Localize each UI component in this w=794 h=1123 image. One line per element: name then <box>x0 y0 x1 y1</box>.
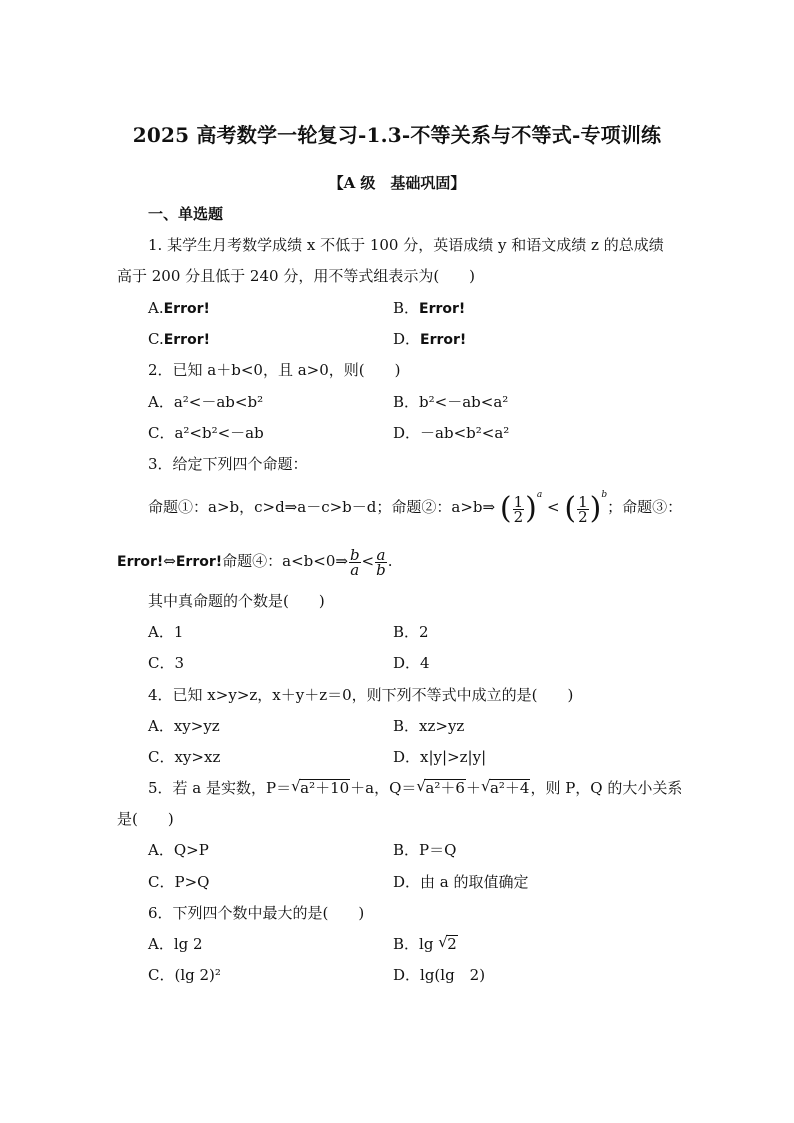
section-heading: 一、单选题 <box>148 205 224 223</box>
q5-stem <box>148 777 682 799</box>
q4-option-b: B．xz>yz <box>393 717 465 735</box>
less-than-sign: < <box>546 498 560 516</box>
q3-option-c: C．3 <box>148 654 185 672</box>
q5-stem-mid: ＋a，Q＝ <box>350 779 417 797</box>
option-label: A. <box>148 299 164 317</box>
q1-option-a <box>148 297 210 320</box>
level-heading: 【A 级 基础巩固】 <box>328 174 466 192</box>
q3-option-b: B．2 <box>393 623 429 641</box>
period: . <box>387 552 393 570</box>
q3-propositions-3-4 <box>117 544 393 579</box>
q6-option-c: C．(lg 2)² <box>148 966 221 984</box>
less-than-sign: < <box>361 552 375 570</box>
q5-stem-pre: 5．若 a 是实数，P＝ <box>148 779 292 797</box>
q1-option-c <box>148 328 210 351</box>
q1-option-b <box>393 297 465 320</box>
half-fraction: $\frac{1}{2}$ <box>513 492 524 526</box>
half-power-b: ( $\frac{1}{2}$ )$^b$ <box>564 490 608 526</box>
sqrt-a2-plus-6: √ a²＋6 <box>416 777 465 797</box>
sqrt-2: √ 2 <box>438 933 457 953</box>
q5-stem-post: ，则 P，Q 的大小关系 <box>530 779 683 797</box>
error-text: Error! <box>420 332 467 348</box>
open-paren: ( <box>564 491 577 526</box>
q6-option-d: D．lg(lg 2) <box>393 966 486 984</box>
half-power-a: ( $\frac{1}{2}$ )$^a$ <box>499 490 543 526</box>
error-text: Error! <box>175 554 223 570</box>
fraction-a-over-b: $\frac{a}{b}$ <box>376 545 386 579</box>
q2-option-a: A．a²<－ab<b² <box>148 393 264 411</box>
q2-option-b: B．b²<－ab<a² <box>393 393 509 411</box>
q4-stem: 4．已知 x>y>z，x＋y＋z＝0，则下列不等式中成立的是( ) <box>148 686 574 704</box>
q1-stem-line1: 1. 某学生月考数学成绩 x 不低于 100 分，英语成绩 y 和语文成绩 z 的总成绩 <box>148 236 664 254</box>
proposition-3-label: ；命题③： <box>607 498 683 516</box>
iff-sign: ⇔ <box>163 552 176 570</box>
q4-option-d: D．x|y|>z|y| <box>393 748 487 766</box>
q3-option-d: D．4 <box>393 654 430 672</box>
radical-sign: √ <box>438 933 448 951</box>
error-text: Error! <box>163 301 210 317</box>
fraction-b-over-a: $\frac{b}{a}$ <box>349 545 360 579</box>
q2-option-c: C．a²<b²<－ab <box>148 424 264 442</box>
q6-option-b <box>393 933 458 955</box>
sqrt-a2-plus-4: √ a²＋4 <box>480 777 530 797</box>
q3-option-a: A．1 <box>148 623 184 641</box>
open-paren: ( <box>499 491 512 526</box>
q5-option-a: A．Q>P <box>148 841 209 859</box>
q2-stem: 2．已知 a＋b<0，且 a>0，则( ) <box>148 361 401 379</box>
q5-option-b: B．P＝Q <box>393 841 457 859</box>
q4-option-a: A．xy>yz <box>148 717 220 735</box>
q4-option-c: C．xy>xz <box>148 748 221 766</box>
error-text: Error! <box>163 332 210 348</box>
close-paren: ) <box>525 491 537 526</box>
q5-option-d: D．由 a 的取值确定 <box>393 873 529 891</box>
q5-option-c: C．P>Q <box>148 873 210 891</box>
option-b-text: B．lg <box>393 935 439 953</box>
q3-ask: 其中真命题的个数是( ) <box>148 592 325 610</box>
radical-sign: √ <box>416 777 426 795</box>
radical-sign: √ <box>291 777 301 795</box>
radical-sign: √ <box>480 777 491 795</box>
q1-option-d <box>393 328 466 351</box>
q5-stem-line2: 是( ) <box>117 810 174 828</box>
q2-option-d: D．－ab<b²<a² <box>393 424 510 442</box>
q1-stem-line2: 高于 200 分且低于 240 分，用不等式组表示为( ) <box>117 267 476 285</box>
plus-sign: ＋ <box>465 779 481 797</box>
q3-propositions-1-2 <box>148 490 682 525</box>
close-paren: ) <box>589 491 602 526</box>
q6-option-a: A．lg 2 <box>148 935 203 953</box>
proposition-1-2-text: 命题①：a>b，c>d⇒a－c>b－d；命题②：a>b⇒ <box>148 498 496 516</box>
q6-stem: 6．下列四个数中最大的是( ) <box>148 904 365 922</box>
q3-stem: 3．给定下列四个命题： <box>148 455 308 473</box>
sqrt-a2-plus-10: √ a²＋10 <box>291 777 350 797</box>
error-text: Error! <box>117 554 164 570</box>
half-fraction: $\frac{1}{2}$ <box>578 492 588 526</box>
error-text: Error! <box>419 301 466 317</box>
option-label: D． <box>393 330 421 348</box>
document-title: 2025 高考数学一轮复习-1.3-不等关系与不等式-专项训练 <box>132 123 662 147</box>
option-label: C. <box>148 330 164 348</box>
option-label: B． <box>393 299 420 317</box>
proposition-4-text: 命题④：a<b<0⇒ <box>222 552 348 570</box>
